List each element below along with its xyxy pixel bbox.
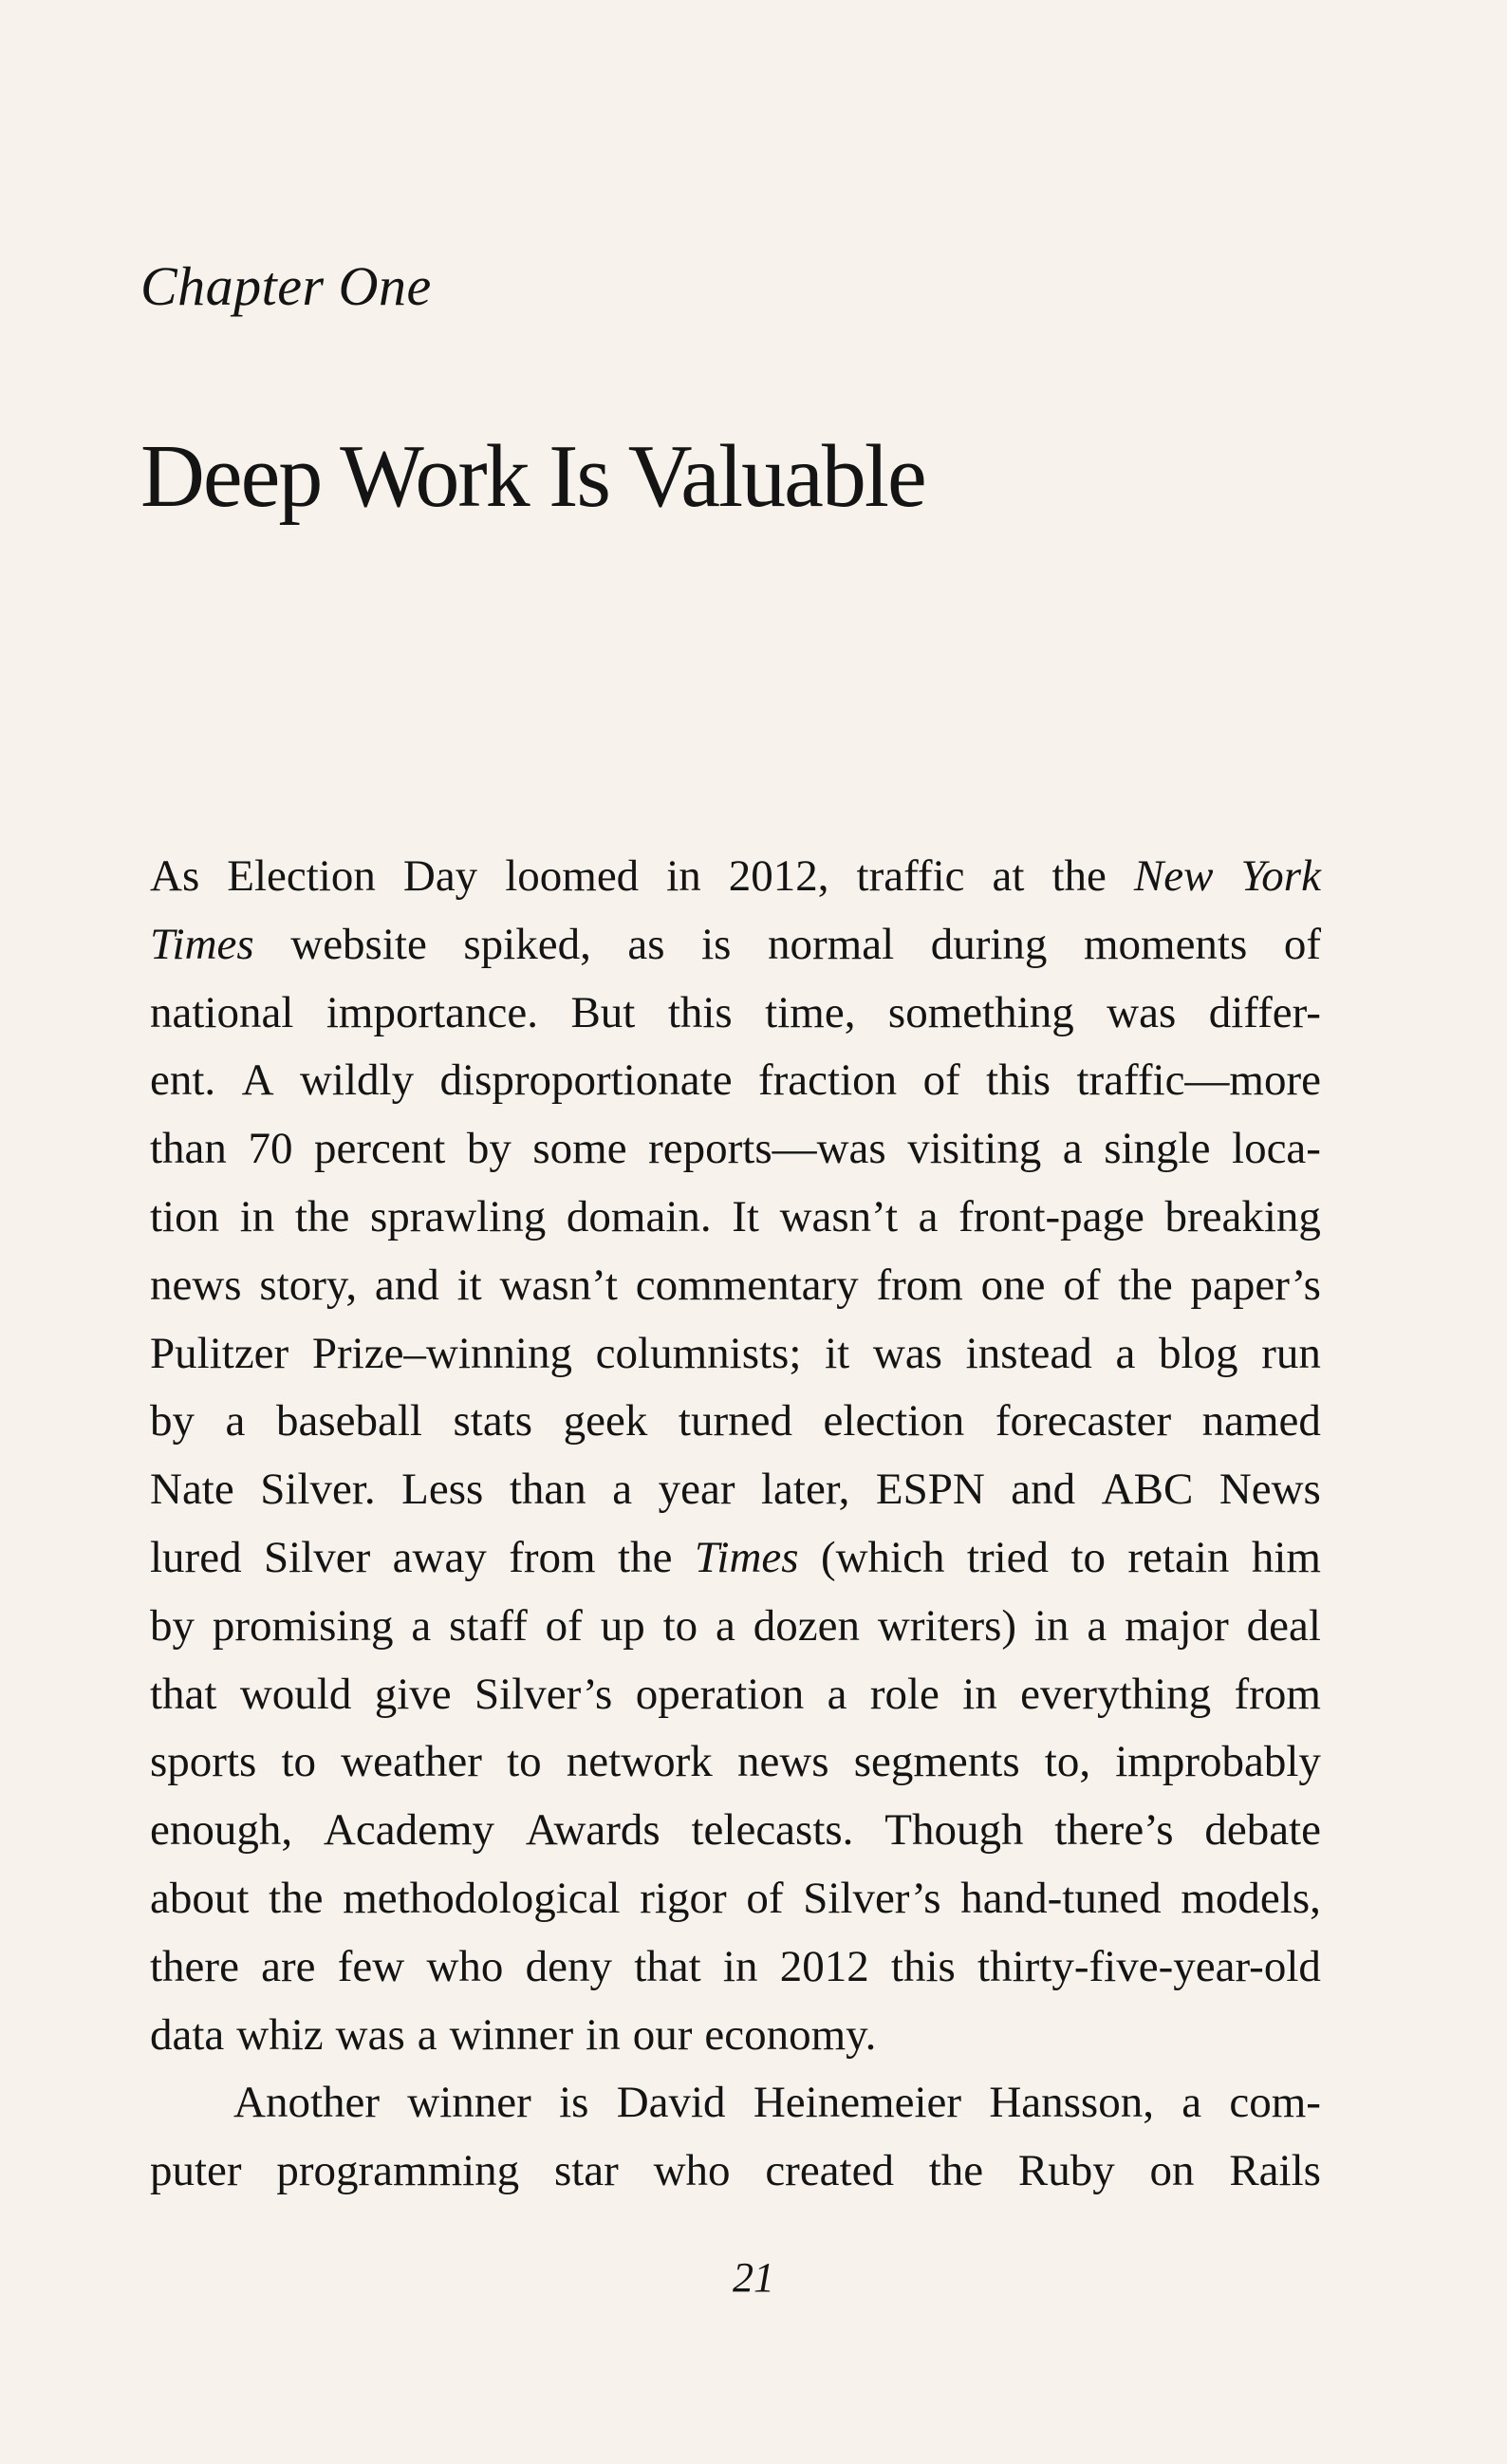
word: the bbox=[294, 1191, 350, 1241]
word: and bbox=[1011, 1465, 1076, 1515]
word: story, bbox=[259, 1260, 358, 1310]
word: from bbox=[1234, 1669, 1321, 1719]
word: a bbox=[411, 1600, 432, 1651]
word: by bbox=[150, 1396, 195, 1447]
word: Pulitzer bbox=[150, 1328, 289, 1378]
word: this bbox=[986, 1055, 1051, 1106]
word: national bbox=[150, 987, 294, 1037]
word: whiz bbox=[236, 2009, 324, 2060]
word: few bbox=[337, 1941, 405, 1991]
word: and bbox=[374, 1260, 439, 1310]
word: turned bbox=[678, 1396, 792, 1447]
word: staff bbox=[449, 1600, 528, 1651]
word: was bbox=[335, 2009, 405, 2060]
word: rigor bbox=[640, 1873, 727, 1923]
text-line bbox=[150, 911, 1321, 980]
text-line bbox=[150, 1320, 1321, 1389]
word: baseball bbox=[275, 1396, 422, 1447]
word: give bbox=[374, 1669, 452, 1719]
word: Day bbox=[402, 851, 478, 901]
word: named bbox=[1201, 1396, 1321, 1447]
word: 2012, bbox=[728, 851, 829, 901]
text-line bbox=[150, 1865, 1321, 1933]
word: Academy bbox=[323, 1805, 495, 1856]
word: by bbox=[150, 1600, 195, 1651]
word: of bbox=[746, 1873, 784, 1923]
word: tion bbox=[150, 1191, 220, 1241]
word: away bbox=[392, 1532, 487, 1582]
word: winner bbox=[449, 2009, 574, 2060]
word: traffic bbox=[856, 851, 965, 901]
word: writers) bbox=[877, 1600, 1017, 1651]
word: the bbox=[1051, 851, 1107, 901]
word: news bbox=[736, 1737, 829, 1787]
word: breaking bbox=[1164, 1191, 1321, 1241]
word: major bbox=[1125, 1600, 1229, 1651]
word: a bbox=[1115, 1328, 1136, 1378]
word: forecaster bbox=[995, 1396, 1172, 1447]
word: David bbox=[616, 2078, 726, 2128]
word: that bbox=[634, 1941, 701, 1991]
word: as bbox=[627, 919, 665, 969]
word: about bbox=[150, 1873, 250, 1923]
word: there bbox=[150, 1941, 239, 1991]
word: a bbox=[918, 1191, 939, 1241]
word: a bbox=[225, 1396, 246, 1447]
word: network bbox=[566, 1737, 713, 1787]
word: of bbox=[922, 1055, 960, 1106]
word: enough, bbox=[150, 1805, 293, 1856]
text-line bbox=[150, 1524, 1321, 1593]
text-line bbox=[150, 1115, 1321, 1184]
word: was bbox=[1107, 987, 1177, 1037]
word: in bbox=[1033, 1600, 1070, 1651]
word: this bbox=[667, 987, 733, 1037]
word: Less bbox=[401, 1465, 484, 1515]
word: domain. bbox=[566, 1191, 712, 1241]
word: sports bbox=[150, 1737, 257, 1787]
word: one bbox=[980, 1260, 1046, 1310]
word: website bbox=[290, 919, 427, 969]
word: of bbox=[1063, 1260, 1101, 1310]
word: single bbox=[1104, 1124, 1211, 1174]
word: deal bbox=[1246, 1600, 1321, 1651]
word: election bbox=[823, 1396, 965, 1447]
text-line bbox=[150, 980, 1321, 1048]
word: created bbox=[765, 2146, 894, 2196]
word: winner bbox=[407, 2078, 531, 2128]
word: spiked, bbox=[463, 919, 591, 969]
word: As bbox=[150, 851, 200, 901]
word: the bbox=[618, 1532, 673, 1582]
word: loca- bbox=[1232, 1124, 1321, 1174]
word: Times bbox=[150, 919, 254, 969]
word: ABC bbox=[1101, 1465, 1194, 1515]
word: wasn’t bbox=[779, 1191, 899, 1241]
word: Ruby bbox=[1017, 2146, 1115, 2196]
word: the bbox=[1118, 1260, 1173, 1310]
word: front-page bbox=[958, 1191, 1144, 1241]
word: role bbox=[869, 1669, 940, 1719]
page-number: 21 bbox=[733, 2254, 774, 2301]
text-line bbox=[150, 1047, 1321, 1115]
word: to bbox=[1070, 1532, 1106, 1582]
word: in bbox=[722, 1941, 758, 1991]
body-text bbox=[150, 843, 1321, 2206]
word: later, bbox=[761, 1465, 850, 1515]
text-line bbox=[150, 2137, 1321, 2206]
word: importance. bbox=[326, 987, 539, 1037]
chapter-title: Deep Work Is Valuable bbox=[140, 427, 925, 526]
word: at bbox=[992, 851, 1025, 901]
word: Election bbox=[227, 851, 376, 901]
word: Hansson, bbox=[989, 2078, 1154, 2128]
text-line bbox=[150, 1184, 1321, 1252]
word: lured bbox=[150, 1532, 242, 1582]
text-line bbox=[150, 1933, 1321, 2002]
word: than bbox=[509, 1465, 586, 1515]
word: is bbox=[559, 2078, 589, 2128]
word: Silver. bbox=[260, 1465, 376, 1515]
word: 70 bbox=[248, 1124, 293, 1174]
word: columnists; bbox=[595, 1328, 802, 1378]
word: com- bbox=[1229, 2078, 1321, 2128]
word: deny bbox=[525, 1941, 612, 1991]
word: puter bbox=[150, 2146, 242, 2196]
word: of bbox=[1283, 919, 1321, 969]
word: dozen bbox=[753, 1600, 860, 1651]
word: up bbox=[600, 1600, 645, 1651]
word: from bbox=[509, 1532, 596, 1582]
word: in bbox=[586, 2009, 621, 2060]
word: ESPN bbox=[875, 1465, 985, 1515]
word: But bbox=[570, 987, 636, 1037]
word: there’s bbox=[1054, 1805, 1174, 1856]
word: reports—was bbox=[648, 1124, 886, 1174]
word: promising bbox=[212, 1600, 394, 1651]
word: 2012 bbox=[779, 1941, 869, 1991]
word: models, bbox=[1181, 1873, 1321, 1923]
text-line bbox=[150, 843, 1321, 911]
word: to, bbox=[1044, 1737, 1091, 1787]
word: from bbox=[876, 1260, 963, 1310]
word: him bbox=[1251, 1532, 1321, 1582]
word: segments bbox=[853, 1737, 1020, 1787]
text-line bbox=[150, 1728, 1321, 1797]
word: News bbox=[1219, 1465, 1321, 1515]
text-line bbox=[150, 1388, 1321, 1456]
word: percent bbox=[313, 1124, 446, 1174]
word: would bbox=[239, 1669, 352, 1719]
word: a bbox=[612, 1465, 633, 1515]
word: It bbox=[732, 1191, 759, 1241]
word: run bbox=[1261, 1328, 1321, 1378]
word: moments bbox=[1083, 919, 1248, 969]
word: telecasts. bbox=[691, 1805, 854, 1856]
word: Silver’s bbox=[803, 1873, 941, 1923]
word: improbably bbox=[1115, 1737, 1321, 1787]
word: a bbox=[417, 2009, 437, 2060]
word: is bbox=[701, 919, 732, 969]
word: debate bbox=[1204, 1805, 1321, 1856]
text-line bbox=[150, 1593, 1321, 1661]
word: Prize–winning bbox=[311, 1328, 572, 1378]
word: to bbox=[281, 1737, 317, 1787]
word: sprawling bbox=[369, 1191, 547, 1241]
word: some bbox=[532, 1124, 627, 1174]
word: of bbox=[545, 1600, 583, 1651]
chapter-label: Chapter One bbox=[140, 255, 432, 317]
word: New bbox=[1133, 851, 1214, 901]
word: the bbox=[269, 1873, 324, 1923]
word: in bbox=[239, 1191, 275, 1241]
word: methodological bbox=[343, 1873, 621, 1923]
word: a bbox=[1087, 1600, 1107, 1651]
word: Heinemeier bbox=[753, 2078, 962, 2128]
word: year bbox=[658, 1465, 735, 1515]
word: operation bbox=[635, 1669, 805, 1719]
word: who bbox=[426, 1941, 504, 1991]
text-line bbox=[150, 1797, 1321, 1865]
word: a bbox=[716, 1600, 735, 1651]
word: weather bbox=[341, 1737, 482, 1787]
word: loomed bbox=[505, 851, 640, 901]
word: normal bbox=[768, 919, 895, 969]
text-line bbox=[150, 2069, 1321, 2137]
word: to bbox=[507, 1737, 542, 1787]
word: thirty-five-year-old bbox=[977, 1941, 1321, 1991]
word: our bbox=[632, 2009, 693, 2060]
word: fraction bbox=[758, 1055, 898, 1106]
word: a bbox=[1181, 2078, 1202, 2128]
word: it bbox=[456, 1260, 482, 1310]
word: paper’s bbox=[1190, 1260, 1321, 1310]
text-line bbox=[150, 1456, 1321, 1524]
word: everything bbox=[1020, 1669, 1212, 1719]
text-line bbox=[150, 1252, 1321, 1320]
text-line bbox=[150, 1661, 1321, 1729]
word: news bbox=[150, 1260, 242, 1310]
word: a bbox=[827, 1669, 847, 1719]
word: during bbox=[930, 919, 1048, 969]
word: who bbox=[653, 2146, 731, 2196]
word: Times bbox=[694, 1532, 799, 1582]
word: wildly bbox=[299, 1055, 415, 1106]
word: ent. bbox=[150, 1055, 216, 1106]
word: Nate bbox=[150, 1465, 234, 1515]
word: hand-tuned bbox=[960, 1873, 1162, 1923]
word: stats bbox=[453, 1396, 533, 1447]
word: this bbox=[890, 1941, 956, 1991]
word: time, bbox=[765, 987, 856, 1037]
word: something bbox=[887, 987, 1074, 1037]
word: that bbox=[150, 1669, 217, 1719]
word: in bbox=[666, 851, 701, 901]
word: to bbox=[662, 1600, 698, 1651]
word: a bbox=[1062, 1124, 1083, 1174]
word: instead bbox=[965, 1328, 1092, 1378]
word: disproportionate bbox=[439, 1055, 733, 1106]
word: differ- bbox=[1208, 987, 1321, 1037]
word: traffic—more bbox=[1076, 1055, 1321, 1106]
word: in bbox=[962, 1669, 997, 1719]
word: are bbox=[261, 1941, 316, 1991]
word: tried bbox=[966, 1532, 1050, 1582]
word: geek bbox=[563, 1396, 648, 1447]
word: star bbox=[553, 2146, 619, 2196]
word: programming bbox=[276, 2146, 520, 2196]
word: wasn’t bbox=[499, 1260, 618, 1310]
word: Awards bbox=[525, 1805, 660, 1856]
word: retain bbox=[1127, 1532, 1230, 1582]
text-line bbox=[150, 2002, 1321, 2070]
word: blog bbox=[1159, 1328, 1238, 1378]
word: Silver’s bbox=[474, 1669, 613, 1719]
word: economy. bbox=[704, 2009, 877, 2060]
word: data bbox=[150, 2009, 225, 2060]
word: was bbox=[872, 1328, 942, 1378]
word: Silver bbox=[263, 1532, 371, 1582]
word: Though bbox=[884, 1805, 1024, 1856]
word: A bbox=[241, 1055, 274, 1106]
word: the bbox=[928, 2146, 984, 2196]
word: by bbox=[466, 1124, 512, 1174]
word: (which bbox=[820, 1532, 945, 1582]
word: than bbox=[150, 1124, 227, 1174]
word: it bbox=[825, 1328, 850, 1378]
word: Rails bbox=[1229, 2146, 1321, 2196]
word: Another bbox=[233, 2078, 381, 2128]
word: visiting bbox=[907, 1124, 1042, 1174]
word: York bbox=[1240, 851, 1321, 901]
word: on bbox=[1149, 2146, 1195, 2196]
word: commentary bbox=[635, 1260, 859, 1310]
